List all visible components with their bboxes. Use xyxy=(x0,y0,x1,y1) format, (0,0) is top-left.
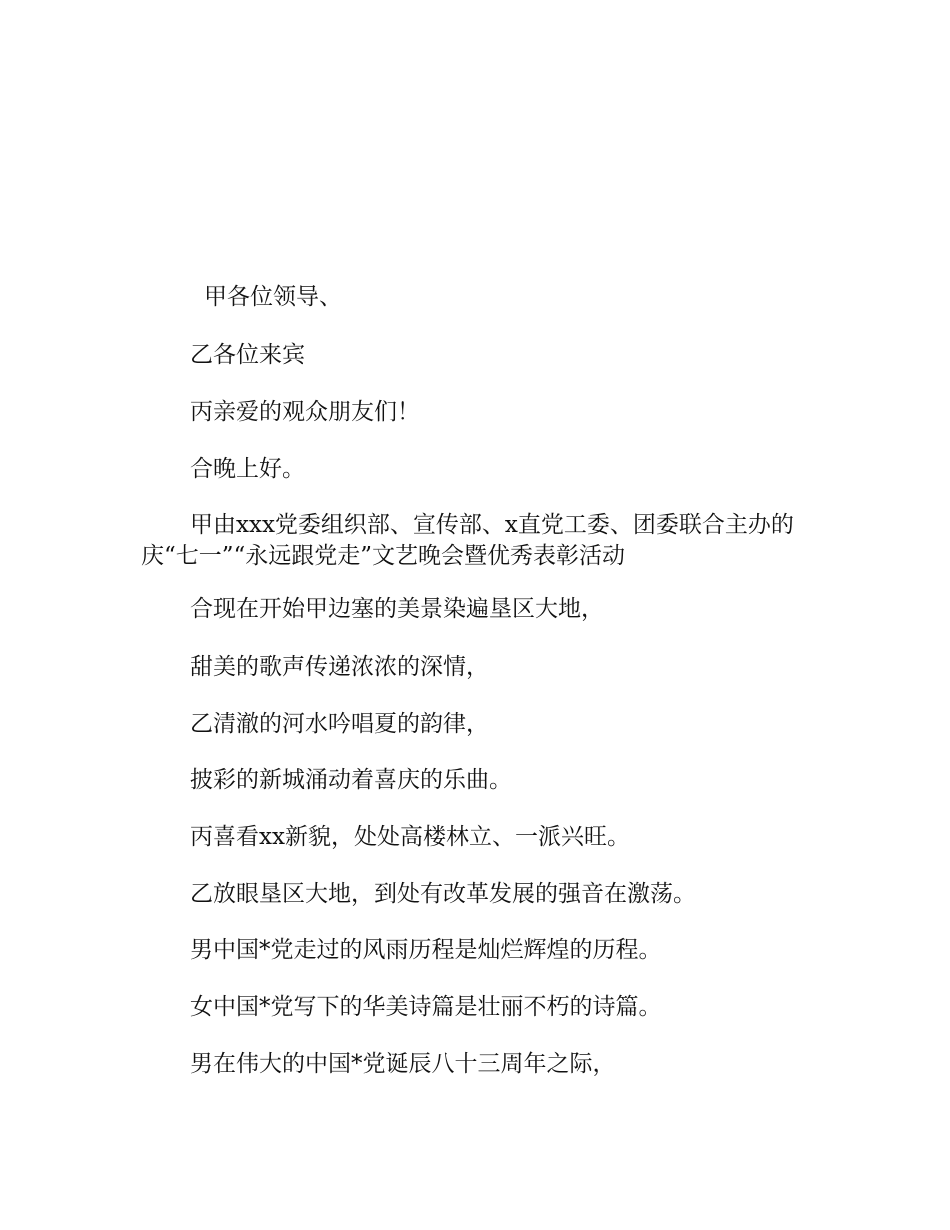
paragraph-history: 男中国*党走过的风雨历程是灿烂辉煌的历程。 xyxy=(190,937,662,963)
paragraph-greeting-leaders: 甲各位领导、 xyxy=(204,284,342,310)
paragraph-river: 乙清澈的河水吟唱夏的韵律， xyxy=(190,711,489,737)
paragraph-new-look: 丙喜看xx新貌，处处高楼林立、一派兴旺。 xyxy=(190,824,630,850)
paragraph-reform: 乙放眼垦区大地，到处有改革发展的强音在激荡。 xyxy=(190,881,696,907)
paragraph-greeting-audience: 丙亲爱的观众朋友们！ xyxy=(190,399,420,425)
paragraph-song: 甜美的歌声传递浓浓的深情， xyxy=(190,654,489,680)
paragraph-opening: 合现在开始甲边塞的美景染遍垦区大地， xyxy=(190,596,604,622)
paragraph-good-evening: 合晚上好。 xyxy=(190,456,305,482)
paragraph-greeting-guests: 乙各位来宾 xyxy=(190,342,305,368)
paragraph-event-intro: 甲由xxx党委组织部、宣传部、x直党工委、团委联合主办的庆“七一”“永远跟党走”文艺晚会暨优秀表彰活动 xyxy=(141,512,794,569)
paragraph-poem: 女中国*党写下的华美诗篇是壮丽不朽的诗篇。 xyxy=(190,994,662,1020)
paragraph-new-city: 披彩的新城涌动着喜庆的乐曲。 xyxy=(190,767,512,793)
paragraph-anniversary: 男在伟大的中国*党诞辰八十三周年之际， xyxy=(190,1051,616,1077)
